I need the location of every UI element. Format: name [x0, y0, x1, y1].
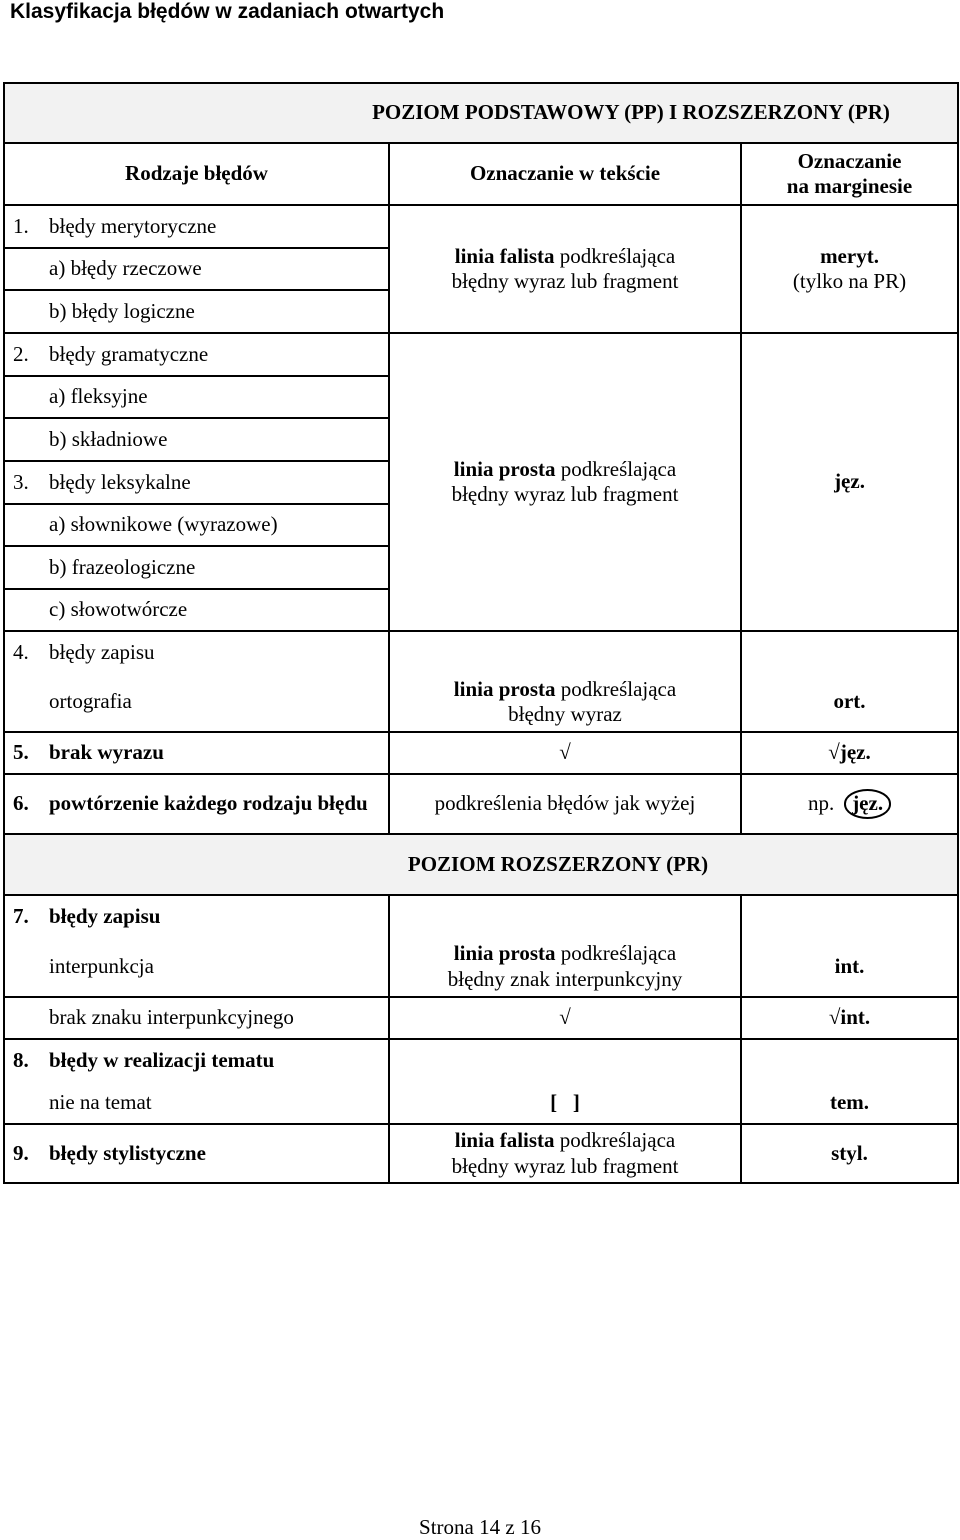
table-row — [4, 1082, 958, 1124]
margin-mark-styl: styl. — [741, 1124, 958, 1183]
level-basic-row — [4, 83, 958, 143]
error-type-2: 2. błędy gramatyczne — [4, 333, 389, 376]
error-classification-table — [3, 82, 959, 1184]
level-extended-row — [4, 834, 958, 895]
marking-repeat-6: podkreślenia błędów jak wyżej — [389, 774, 741, 834]
error-subtype-3c: c) słowotwórcze — [4, 589, 389, 631]
error-type-1: 1. błędy merytoryczne — [4, 205, 389, 248]
table-row — [4, 1039, 958, 1082]
table-row — [4, 732, 958, 774]
table-row — [4, 937, 958, 997]
marking-straight-4: linia prosta podkreślająca błędny wyraz — [389, 673, 741, 732]
margin-mark-check-int: √int. — [741, 997, 958, 1039]
column-header-in-text: Oznaczanie w tekście — [389, 143, 741, 205]
marking-straight-2-3: linia prosta podkreślająca błędny wyraz lub fragment — [389, 333, 741, 631]
table-row — [4, 205, 958, 248]
marking-check-5: √ — [389, 732, 741, 774]
table-row — [4, 997, 958, 1039]
error-subtype-interpunkcja: interpunkcja — [4, 937, 389, 997]
marking-wavy-1: linia falista podkreślająca błędny wyraz lub fragment — [389, 205, 741, 333]
margin-mark-ort: ort. — [741, 673, 958, 732]
margin-mark-meryt: meryt. (tylko na PR) — [741, 205, 958, 333]
error-subtype-1b: b) błędy logiczne — [4, 290, 389, 333]
column-header-row — [4, 143, 958, 205]
marking-check-7: √ — [389, 997, 741, 1039]
error-type-6: 6. powtórzenie każdego rodzaju błędu — [4, 774, 389, 834]
error-type-9: 9. błędy stylistyczne — [4, 1124, 389, 1183]
error-type-4: 4. błędy zapisu — [4, 631, 389, 673]
error-type-8: 8. błędy w realizacji tematu — [4, 1039, 389, 1082]
error-subtype-2a: a) fleksyjne — [4, 376, 389, 418]
table-row — [4, 1124, 958, 1183]
error-type-7: 7. błędy zapisu — [4, 895, 389, 937]
table-row — [4, 333, 958, 376]
table-row — [4, 895, 958, 937]
margin-mark-tem: tem. — [741, 1082, 958, 1124]
error-subtype-ortografia: ortografia — [4, 673, 389, 732]
table-row — [4, 631, 958, 673]
table-row — [4, 774, 958, 834]
level-basic-header: POZIOM PODSTAWOWY (PP) I ROZSZERZONY (PR) — [372, 100, 890, 125]
margin-mark-int: int. — [741, 937, 958, 997]
marking-straight-7: linia prosta podkreślająca błędny znak interpunkcyjny — [389, 937, 741, 997]
error-subtype-brak-znaku: brak znaku interpunkcyjnego — [4, 997, 389, 1039]
margin-mark-repeat: np. jęz. — [741, 774, 958, 834]
error-type-5: 5. brak wyrazu — [4, 732, 389, 774]
column-header-margin: Oznaczanie na marginesie — [741, 143, 958, 205]
margin-mark-jez: jęz. — [741, 333, 958, 631]
circled-jez: jęz. — [844, 789, 891, 818]
margin-mark-check-jez: √jęz. — [741, 732, 958, 774]
error-subtype-1a: a) błędy rzeczowe — [4, 248, 389, 290]
marking-brackets-8: [ ] — [389, 1082, 741, 1124]
document-header: Klasyfikacja błędów w zadaniach otwartych — [10, 0, 445, 23]
error-subtype-3b: b) frazeologiczne — [4, 546, 389, 589]
error-subtype-2b: b) składniowe — [4, 418, 389, 461]
error-type-3: 3. błędy leksykalne — [4, 461, 389, 504]
page-number: Strona 14 z 16 — [419, 1515, 541, 1539]
error-subtype-3a: a) słownikowe (wyrazowe) — [4, 504, 389, 546]
column-header-types: Rodzaje błędów — [4, 143, 389, 205]
table-row — [4, 673, 958, 732]
error-subtype-nie-na-temat: nie na temat — [4, 1082, 389, 1124]
marking-wavy-9: linia falista podkreślająca błędny wyraz lub fragment — [389, 1124, 741, 1183]
level-extended-header: POZIOM ROZSZERZONY (PR) — [407, 851, 709, 876]
